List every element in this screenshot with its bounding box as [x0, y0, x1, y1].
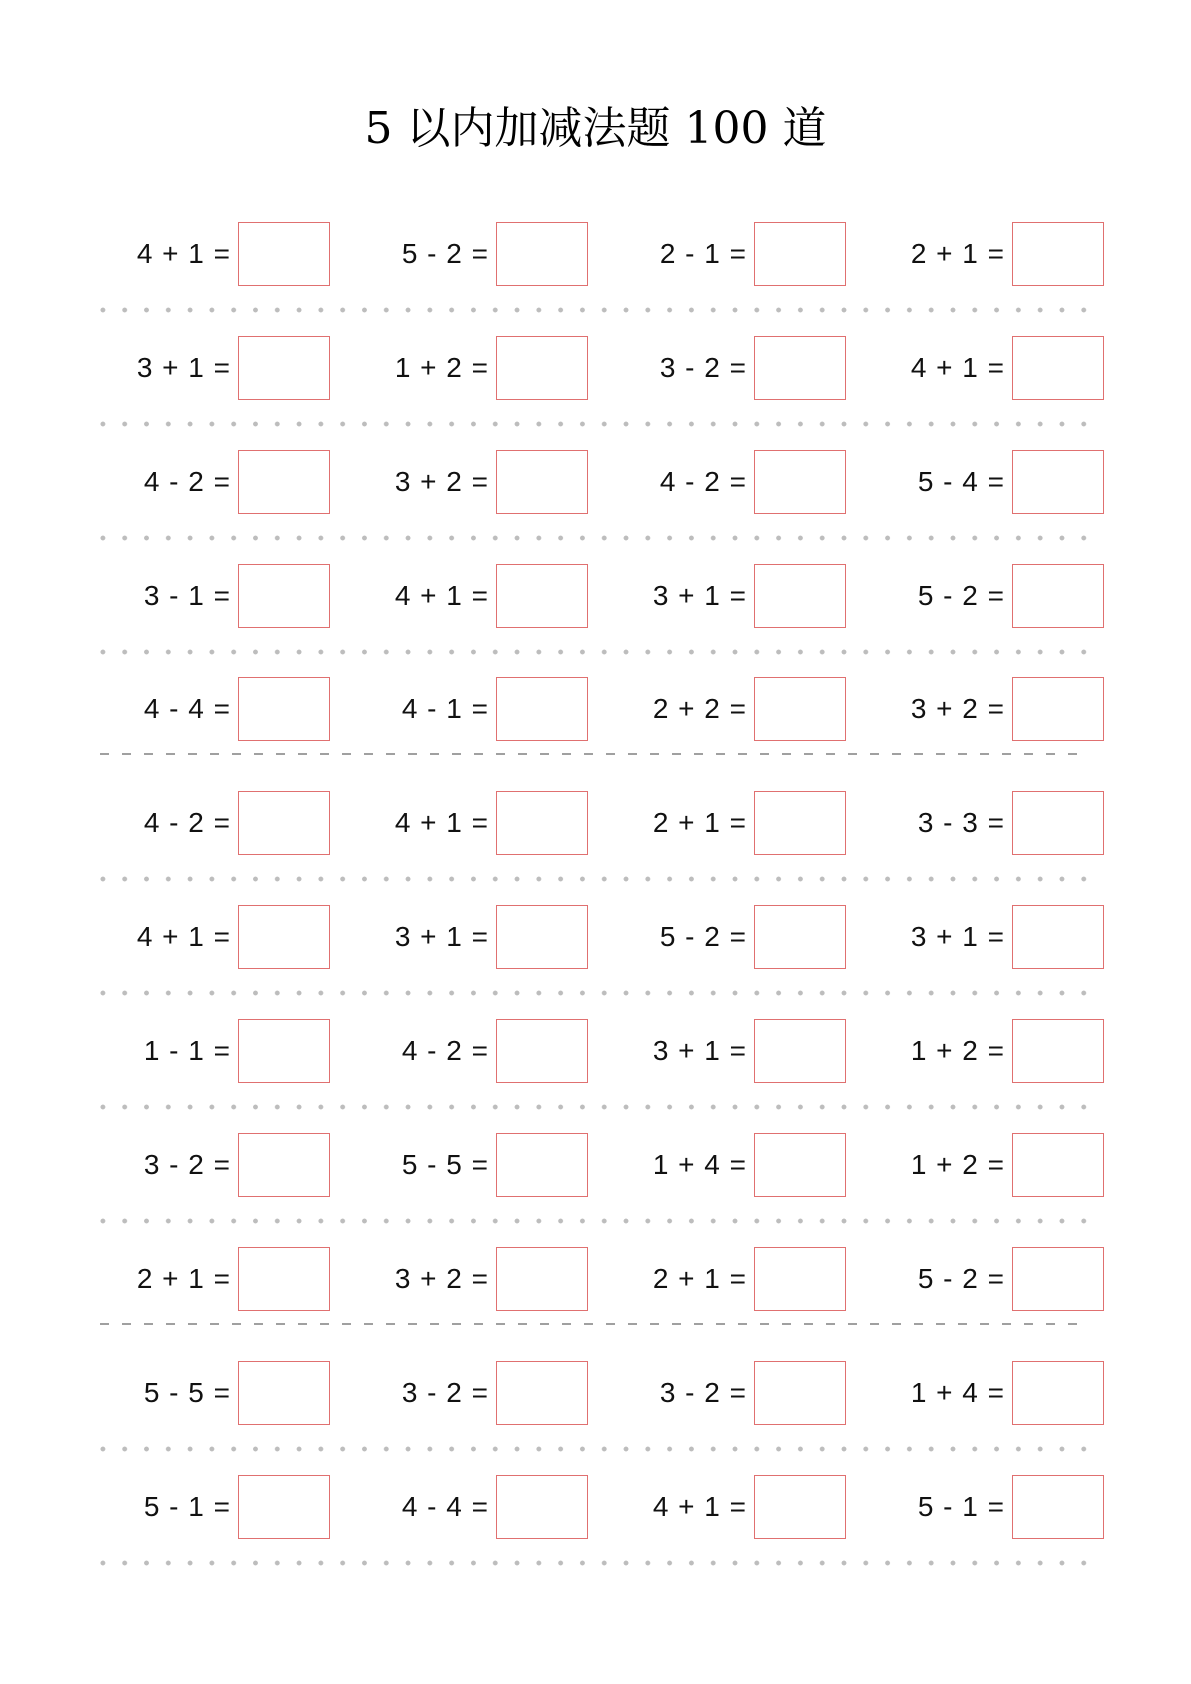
row-divider-dotted — [92, 1560, 1092, 1566]
answer-box[interactable] — [1012, 1475, 1104, 1539]
row-divider-dotted — [92, 307, 1092, 313]
answer-box[interactable] — [754, 1247, 846, 1311]
problem-expression: 1 + 4 = — [652, 1149, 746, 1180]
problem-item — [586, 905, 846, 969]
answer-box[interactable] — [238, 222, 330, 286]
answer-box[interactable] — [496, 1361, 588, 1425]
answer-box[interactable] — [1012, 1133, 1104, 1197]
problem-row — [0, 677, 1191, 741]
answer-box[interactable] — [754, 450, 846, 514]
answer-box[interactable] — [1012, 336, 1104, 400]
problem-item — [328, 791, 588, 855]
problem-expression: 4 - 2 = — [401, 1035, 488, 1066]
problem-item — [70, 222, 330, 286]
problem-item — [844, 1361, 1104, 1425]
row-divider-dotted — [92, 535, 1092, 541]
problem-item — [328, 1361, 588, 1425]
problem-expression: 1 - 1 = — [143, 1035, 230, 1066]
problem-item — [586, 450, 846, 514]
row-divider-dotted — [92, 876, 1092, 882]
problem-expression: 3 + 1 = — [652, 580, 746, 611]
problem-row — [0, 564, 1191, 628]
problem-expression: 3 + 2 = — [910, 693, 1004, 724]
answer-box[interactable] — [754, 336, 846, 400]
problem-item — [844, 905, 1104, 969]
problem-item — [844, 791, 1104, 855]
problem-item — [328, 336, 588, 400]
answer-box[interactable] — [238, 1247, 330, 1311]
problem-expression: 5 - 1 = — [917, 1491, 1004, 1522]
answer-box[interactable] — [754, 677, 846, 741]
answer-box[interactable] — [496, 905, 588, 969]
problem-expression: 4 - 4 = — [401, 1491, 488, 1522]
problem-expression: 1 + 2 = — [394, 352, 488, 383]
problem-item — [844, 222, 1104, 286]
problem-expression: 4 + 1 = — [394, 807, 488, 838]
answer-box[interactable] — [238, 1133, 330, 1197]
problem-expression: 2 + 1 = — [136, 1263, 230, 1294]
answer-box[interactable] — [1012, 1019, 1104, 1083]
problem-item — [586, 677, 846, 741]
answer-box[interactable] — [496, 791, 588, 855]
problem-expression: 2 - 1 = — [659, 238, 746, 269]
problem-item — [70, 1247, 330, 1311]
answer-box[interactable] — [238, 677, 330, 741]
problem-expression: 4 - 1 = — [401, 693, 488, 724]
problem-item — [844, 450, 1104, 514]
problem-item — [586, 1133, 846, 1197]
problem-item — [586, 1247, 846, 1311]
problem-item — [586, 564, 846, 628]
problem-item — [328, 1133, 588, 1197]
answer-box[interactable] — [754, 564, 846, 628]
row-divider-dotted — [92, 1104, 1092, 1110]
problem-expression: 4 - 2 = — [143, 466, 230, 497]
problem-item — [328, 222, 588, 286]
row-divider-dotted — [92, 1218, 1092, 1224]
problem-item — [586, 1475, 846, 1539]
problem-row — [0, 1361, 1191, 1425]
problem-item — [844, 564, 1104, 628]
problem-item — [70, 450, 330, 514]
problem-expression: 3 - 3 = — [917, 807, 1004, 838]
problem-row — [0, 1133, 1191, 1197]
answer-box[interactable] — [754, 222, 846, 286]
problem-expression: 2 + 1 = — [910, 238, 1004, 269]
problem-expression: 5 - 5 = — [401, 1149, 488, 1180]
problem-item — [70, 677, 330, 741]
problem-item — [328, 1019, 588, 1083]
answer-box[interactable] — [1012, 450, 1104, 514]
answer-box[interactable] — [238, 905, 330, 969]
answer-box[interactable] — [754, 905, 846, 969]
problem-expression: 5 - 2 = — [917, 580, 1004, 611]
problem-item — [328, 677, 588, 741]
answer-box[interactable] — [238, 791, 330, 855]
problem-item — [844, 336, 1104, 400]
answer-box[interactable] — [496, 1247, 588, 1311]
answer-box[interactable] — [754, 791, 846, 855]
problem-expression: 5 - 2 = — [917, 1263, 1004, 1294]
problem-row — [0, 336, 1191, 400]
problem-expression: 3 + 1 = — [394, 921, 488, 952]
problem-expression: 1 + 2 = — [910, 1035, 1004, 1066]
problem-expression: 4 - 2 = — [143, 807, 230, 838]
problem-item — [328, 905, 588, 969]
problem-expression: 5 - 4 = — [917, 466, 1004, 497]
answer-box[interactable] — [496, 564, 588, 628]
problem-expression: 3 - 2 = — [143, 1149, 230, 1180]
answer-box[interactable] — [1012, 564, 1104, 628]
problem-expression: 4 + 1 = — [394, 580, 488, 611]
problem-expression: 3 - 1 = — [143, 580, 230, 611]
row-divider-dotted — [92, 649, 1092, 655]
answer-box[interactable] — [238, 564, 330, 628]
problem-item — [586, 791, 846, 855]
problem-expression: 1 + 2 = — [910, 1149, 1004, 1180]
problem-item — [70, 336, 330, 400]
problem-item — [586, 336, 846, 400]
section-divider-dashed — [100, 753, 1090, 755]
problem-expression: 5 - 1 = — [143, 1491, 230, 1522]
section-divider-dashed — [100, 1323, 1090, 1325]
problem-item — [70, 564, 330, 628]
row-divider-dotted — [92, 990, 1092, 996]
problem-item — [586, 222, 846, 286]
problem-expression: 5 - 2 = — [659, 921, 746, 952]
worksheet-title: 5 以内加减法题 100 道 — [364, 103, 827, 154]
problem-expression: 3 + 1 = — [136, 352, 230, 383]
answer-box[interactable] — [496, 1019, 588, 1083]
problem-expression: 3 - 2 = — [401, 1377, 488, 1408]
problem-expression: 3 + 2 = — [394, 466, 488, 497]
problem-item — [70, 1019, 330, 1083]
problem-expression: 4 + 1 = — [136, 921, 230, 952]
answer-box[interactable] — [238, 336, 330, 400]
problem-item — [328, 1475, 588, 1539]
problem-item — [844, 1133, 1104, 1197]
row-divider-dotted — [92, 421, 1092, 427]
problem-row — [0, 791, 1191, 855]
problem-expression: 3 - 2 = — [659, 352, 746, 383]
answer-box[interactable] — [1012, 1247, 1104, 1311]
answer-box[interactable] — [238, 1361, 330, 1425]
problem-item — [844, 1019, 1104, 1083]
answer-box[interactable] — [496, 222, 588, 286]
answer-box[interactable] — [754, 1475, 846, 1539]
answer-box[interactable] — [496, 1475, 588, 1539]
answer-box[interactable] — [1012, 905, 1104, 969]
problem-item — [70, 905, 330, 969]
problem-expression: 3 + 2 = — [394, 1263, 488, 1294]
answer-box[interactable] — [754, 1019, 846, 1083]
problem-expression: 4 + 1 = — [910, 352, 1004, 383]
problem-row — [0, 905, 1191, 969]
answer-box[interactable] — [754, 1361, 846, 1425]
problem-item — [70, 1133, 330, 1197]
problem-item — [844, 677, 1104, 741]
problem-expression: 2 + 2 = — [652, 693, 746, 724]
problem-item — [70, 1475, 330, 1539]
problem-item — [328, 564, 588, 628]
problem-row — [0, 222, 1191, 286]
problem-expression: 3 + 1 = — [910, 921, 1004, 952]
problem-row — [0, 450, 1191, 514]
problem-item — [70, 1361, 330, 1425]
problem-expression: 3 - 2 = — [659, 1377, 746, 1408]
answer-box[interactable] — [496, 450, 588, 514]
answer-box[interactable] — [496, 1133, 588, 1197]
problem-item — [328, 450, 588, 514]
problem-expression: 4 - 4 = — [143, 693, 230, 724]
problem-expression: 2 + 1 = — [652, 1263, 746, 1294]
problem-row — [0, 1247, 1191, 1311]
answer-box[interactable] — [1012, 791, 1104, 855]
answer-box[interactable] — [496, 677, 588, 741]
problem-row — [0, 1019, 1191, 1083]
problem-expression: 4 + 1 = — [652, 1491, 746, 1522]
problem-expression: 4 - 2 = — [659, 466, 746, 497]
problem-expression: 4 + 1 = — [136, 238, 230, 269]
row-divider-dotted — [92, 1446, 1092, 1452]
problem-item — [328, 1247, 588, 1311]
problem-expression: 1 + 4 = — [910, 1377, 1004, 1408]
answer-box[interactable] — [238, 1475, 330, 1539]
problem-expression: 5 - 2 = — [401, 238, 488, 269]
answer-box[interactable] — [1012, 677, 1104, 741]
problem-item — [844, 1247, 1104, 1311]
answer-box[interactable] — [496, 336, 588, 400]
problem-expression: 3 + 1 = — [652, 1035, 746, 1066]
problem-row — [0, 1475, 1191, 1539]
problem-item — [586, 1019, 846, 1083]
answer-box[interactable] — [1012, 1361, 1104, 1425]
problem-item — [586, 1361, 846, 1425]
problem-expression: 2 + 1 = — [652, 807, 746, 838]
problem-item — [844, 1475, 1104, 1539]
answer-box[interactable] — [238, 450, 330, 514]
answer-box[interactable] — [754, 1133, 846, 1197]
answer-box[interactable] — [1012, 222, 1104, 286]
answer-box[interactable] — [238, 1019, 330, 1083]
problem-expression: 5 - 5 = — [143, 1377, 230, 1408]
problem-item — [70, 791, 330, 855]
